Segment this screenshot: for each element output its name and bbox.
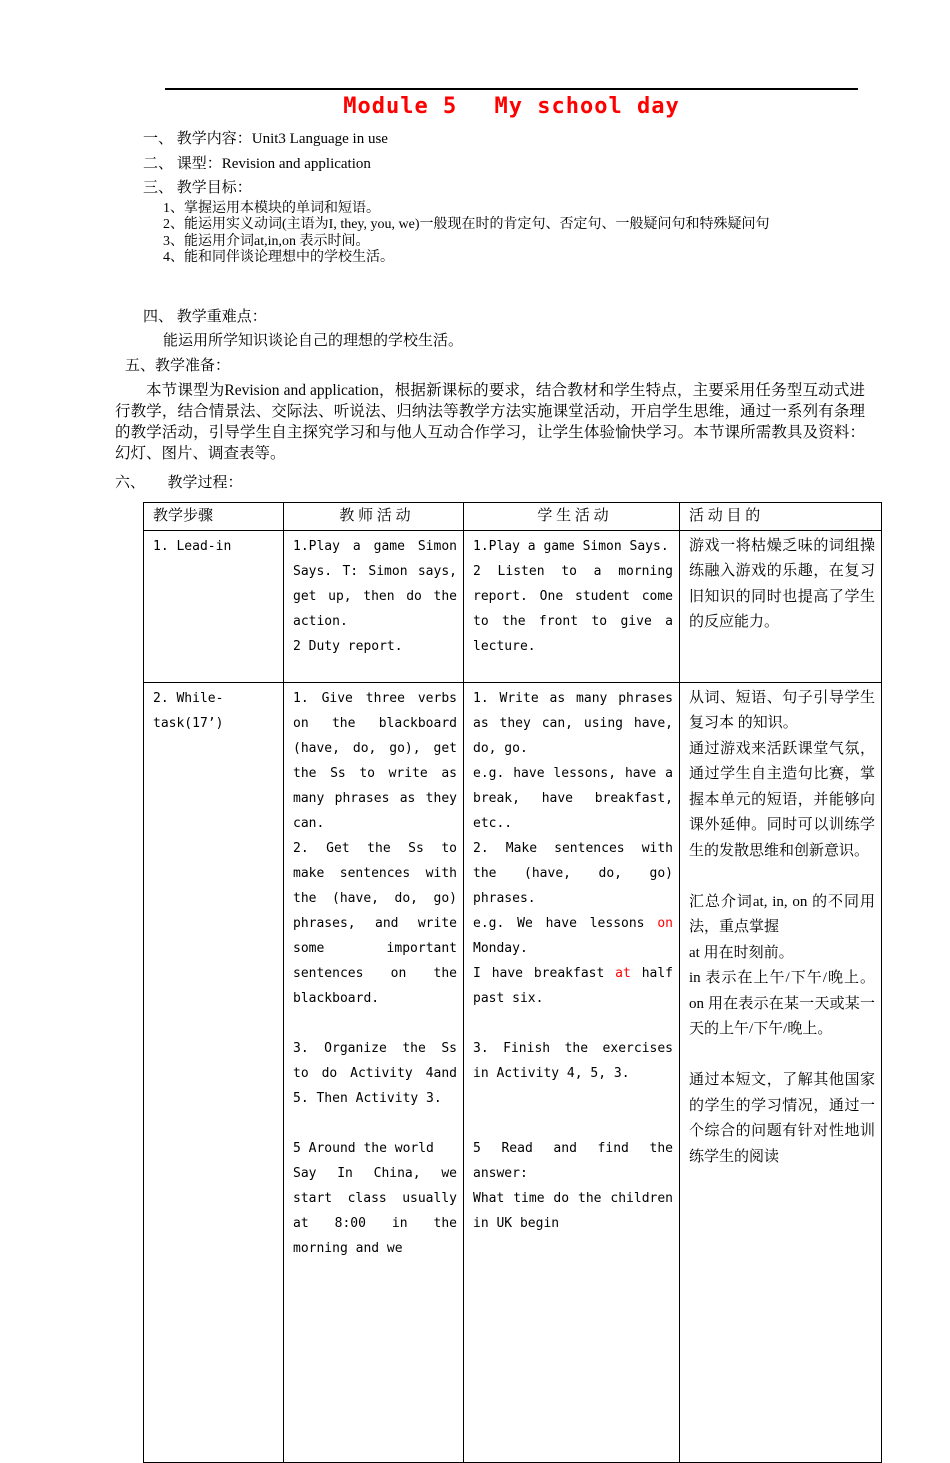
table-header-cell: 活 动 目 的 [680, 502, 882, 530]
section-heading-content: 一、 教学内容：Unit3 Language in use [143, 131, 388, 147]
table-header-row [144, 502, 882, 530]
objective-item: 3、能运用介词at,in,on 表示时间。 [163, 233, 370, 249]
cell-paragraph: 汇总介词at, in, on 的不同用法，重点掌握 [689, 893, 875, 935]
table-header-cell: 学 生 活 动 [464, 502, 680, 530]
cell-paragraph [293, 1011, 457, 1036]
section-heading-type: 二、 课型：Revision and application [143, 155, 371, 172]
cell-paragraph: 2 Duty report. [293, 638, 403, 654]
document-page [0, 88, 950, 1432]
cell-paragraph: 5 Read and find the answer: [473, 1140, 673, 1181]
table-row [144, 530, 882, 682]
table-header-cell: 教 师 活 动 [284, 502, 464, 530]
cell-paragraph: 通过游戏来活跃课堂气氛，通过学生自主造句比赛，掌握本单元的短语，并能够向课外延伸。同时可以训练学生的发散思维和创新意识。 [689, 740, 875, 859]
text-segment: I have breakfast [473, 965, 616, 981]
preparation-body: 本节课型为Revision and application，根据新课标的要求，结合教材和学生特点，主要采用任务型互动式进行教学，结合情景法、交际法、听说法、归纳法等教学方法实施课堂活动，开启学生思维，通过一系列有条理的教学活动，引导学生自主探究学习和与他人互动合作学习，让学生体验愉快学习。本节课所需教具及资料：幻灯、图片、调查表等。 [115, 382, 865, 462]
text-segment: e.g. We have lessons [473, 915, 658, 931]
cell-paragraph: 2 Listen to a morning report. One student come to the front to give a lecture. [473, 563, 673, 654]
lesson-plan-table [143, 502, 882, 1463]
cell-paragraph [473, 1011, 673, 1036]
cell-paragraph [473, 1086, 673, 1111]
cell-paragraph [473, 911, 673, 961]
cell-paragraph: 3. Organize the Ss to do Activity 4and 5. Then Activity 3. [293, 1040, 457, 1106]
highlighted-word: at [615, 965, 631, 981]
cell-paragraph: 2. Get the Ss to make sentences with the (have, do, go) phrases, and write some important sentences on the blackboard. [293, 840, 457, 1006]
table-header-cell: 教学步骤 [144, 502, 284, 530]
highlighted-word: on [657, 915, 673, 931]
cell-paragraph: e.g. have lessons, have a break, have breakfast, etc.. [473, 765, 673, 831]
keypoints-body: 能运用所学知识谈论自己的理想的学校生活。 [163, 333, 464, 349]
text-segment: half past six. [473, 965, 673, 1006]
cell-activity-purpose [680, 682, 882, 1462]
cell-paragraph [473, 961, 673, 1011]
cell-teaching-step: 2. While-task(17’) [144, 682, 284, 1462]
section-heading-preparation: 五、教学准备： [125, 357, 231, 374]
objectives-list [163, 201, 950, 267]
cell-paragraph: 2. Make sentences with the (have, do, go) phrases. [473, 840, 673, 906]
cell-paragraph [689, 864, 875, 890]
cell-paragraph: at 用在时刻前。 [689, 944, 794, 961]
page-title: Module 5 My school day [343, 94, 680, 119]
text-segment: Monday. [473, 940, 528, 956]
cell-student-activity [464, 530, 680, 682]
objective-item: 4、能和同伴谈论理想中的学校生活。 [163, 250, 394, 265]
cell-paragraph: 1.Play a game Simon Says. T: Simon says, get up, then do the action. [293, 538, 457, 629]
cell-paragraph: in 表示在上午/下午/晚上。on 用在表示在某一天或某一天的上午/下午/晚上。 [689, 970, 875, 1037]
cell-paragraph: 从词、短语、句子引导学生复习本 的知识。 [689, 689, 875, 731]
header-rule [165, 88, 858, 90]
section-heading-process: 六、 教学过程： [115, 475, 243, 491]
cell-student-activity [464, 682, 680, 1462]
table-row [144, 682, 882, 1462]
cell-paragraph: Say In China, we start class usually at 8:00 in the morning and we [293, 1165, 457, 1256]
cell-paragraph: What time do the children in UK begin [473, 1190, 673, 1231]
cell-paragraph [473, 1111, 673, 1136]
cell-paragraph: 1. Write as many phrases as they can, using have, do, go. [473, 690, 673, 756]
cell-paragraph: 1.Play a game Simon Says. [473, 538, 669, 554]
cell-paragraph: 游戏一将枯燥乏味的词组操练融入游戏的乐趣，在复习旧知识的同时也提高了学生的反应能力。 [689, 537, 875, 630]
cell-teacher-activity [284, 530, 464, 682]
section-heading-goals: 三、 教学目标： [143, 180, 252, 196]
objective-item: 1、掌握运用本模块的单词和短语。 [163, 200, 380, 216]
section-heading-keypoints: 四、 教学重难点： [143, 308, 267, 325]
cell-paragraph [293, 1111, 457, 1136]
cell-paragraph: 1. Give three verbs on the blackboard (have, do, go), get the Ss to write as many phrases as they can. [293, 690, 457, 831]
cell-paragraph: 5 Around the world [293, 1140, 434, 1156]
cell-paragraph: 通过本短文，了解其他国家的学生的学习情况，通过一个综合的问题有针对性地训练学生的阅读 [689, 1072, 875, 1165]
cell-teaching-step: 1. Lead-in [144, 530, 284, 682]
objective-item: 2、能运用实义动词(主语为I, they, you, we)一般现在时的肯定句、否定句、一般疑问句和特殊疑问句 [163, 217, 770, 232]
cell-teacher-activity [284, 682, 464, 1462]
cell-activity-purpose [680, 530, 882, 682]
cell-paragraph: 3. Finish the exercises in Activity 4, 5, 3. [473, 1040, 673, 1081]
cell-paragraph [689, 1043, 875, 1069]
